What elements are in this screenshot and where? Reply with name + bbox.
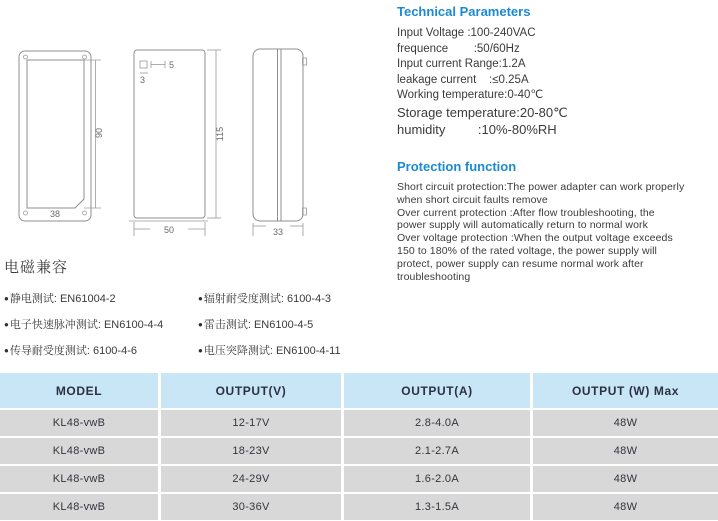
param-working-temperature: Working temperature:0-40℃ — [397, 89, 544, 102]
table-cell: KL48-vwB — [0, 410, 158, 436]
protection-line: 150 to 180% of the rated voltage, the power supply will — [397, 244, 657, 257]
emc-title: 电磁兼容 — [4, 259, 69, 276]
protection-line: power supply will automatically return to normal work — [397, 219, 648, 232]
table-cell: 2.1-2.7A — [344, 438, 530, 464]
bullet-icon: ● — [198, 294, 203, 303]
dim-label-height-115: 115 — [215, 126, 225, 142]
profile-view-drawing — [253, 49, 307, 237]
technical-parameters-section — [397, 5, 715, 138]
table-cell: 24-29V — [161, 466, 341, 492]
protection-function-section — [397, 160, 718, 283]
emc-item-voltage-dip: ●电压突降测试: EN6100-4-11 — [198, 345, 341, 357]
table-cell: 30-36V — [161, 494, 341, 520]
table-cell: 48W — [533, 494, 718, 520]
emc-item-conducted-immunity: ●传导耐受度测试: 6100-4-6 — [4, 345, 137, 357]
bullet-icon: ● — [198, 346, 203, 355]
table-header-output-v: OUTPUT(V) — [161, 373, 341, 408]
table-cell: KL48-vwB — [0, 494, 158, 520]
bullet-icon: ● — [198, 320, 203, 329]
emc-item-radiated-immunity: ●辐射耐受度测试: 6100-4-3 — [198, 293, 331, 305]
front-view-drawing — [19, 51, 104, 221]
protection-line: Over voltage protection :When the output voltage exceeds — [397, 232, 673, 245]
emc-item-fast-transient: ●电子快速脉冲测试: EN6100-4-4 — [4, 319, 164, 331]
protection-line: Over current protection :After flow troubleshooting, the — [397, 206, 655, 219]
table-cell: 1.3-1.5A — [344, 494, 530, 520]
table-cell: 2.8-4.0A — [344, 410, 530, 436]
table-cell: 48W — [533, 438, 718, 464]
dimension-drawings — [0, 0, 340, 250]
table-header-output-w: OUTPUT (W) Max — [533, 373, 718, 408]
technical-parameters-title: Technical Parameters — [397, 4, 531, 19]
protection-line: Short circuit protection:The power adapter can work properly — [397, 181, 685, 193]
dim-label-height-90: 90 — [94, 127, 104, 139]
table-cell: 48W — [533, 410, 718, 436]
emc-item-surge: ●雷击测试: EN6100-4-5 — [198, 319, 314, 331]
emc-section — [4, 256, 394, 358]
dim-label-width-50: 50 — [163, 225, 175, 235]
param-humidity: humidity :10%-80%RH — [397, 121, 557, 137]
protection-line: when short circuit faults remove — [397, 193, 548, 206]
param-leakage-current: leakage current :≤0.25A — [397, 73, 529, 86]
param-storage-temperature: Storage temperature:20-80℃ — [397, 104, 568, 120]
bullet-icon: ● — [4, 320, 9, 329]
dim-label-slot-3: 3 — [140, 75, 146, 85]
table-header-model: MODEL — [0, 373, 158, 408]
param-input-voltage: Input Voltage :100-240VAC — [397, 27, 536, 39]
protection-line: troubleshooting — [397, 270, 471, 283]
table-cell: 1.6-2.0A — [344, 466, 530, 492]
table-cell: 12-17V — [161, 410, 341, 436]
side-view-drawing — [129, 50, 225, 236]
table-cell: KL48-vwB — [0, 438, 158, 464]
table-cell: 18-23V — [161, 438, 341, 464]
output-spec-table — [0, 373, 718, 520]
table-cell: 48W — [533, 466, 718, 492]
bullet-icon: ● — [4, 294, 9, 303]
table-header-output-a: OUTPUT(A) — [344, 373, 530, 408]
param-frequence: frequence :50/60Hz — [397, 42, 520, 55]
dim-label-width-33: 33 — [272, 227, 284, 237]
protection-function-title: Protection function — [397, 159, 517, 174]
dim-label-width-38: 38 — [49, 209, 61, 219]
protection-line: protect, power supply can resume normal work after — [397, 257, 644, 270]
emc-item-electrostatic: ●静电测试: EN61004-2 — [4, 293, 116, 305]
dim-label-slot-5: 5 — [169, 60, 175, 70]
param-input-current: Input current Range:1.2A — [397, 58, 526, 71]
table-cell: KL48-vwB — [0, 466, 158, 492]
bullet-icon: ● — [4, 346, 9, 355]
